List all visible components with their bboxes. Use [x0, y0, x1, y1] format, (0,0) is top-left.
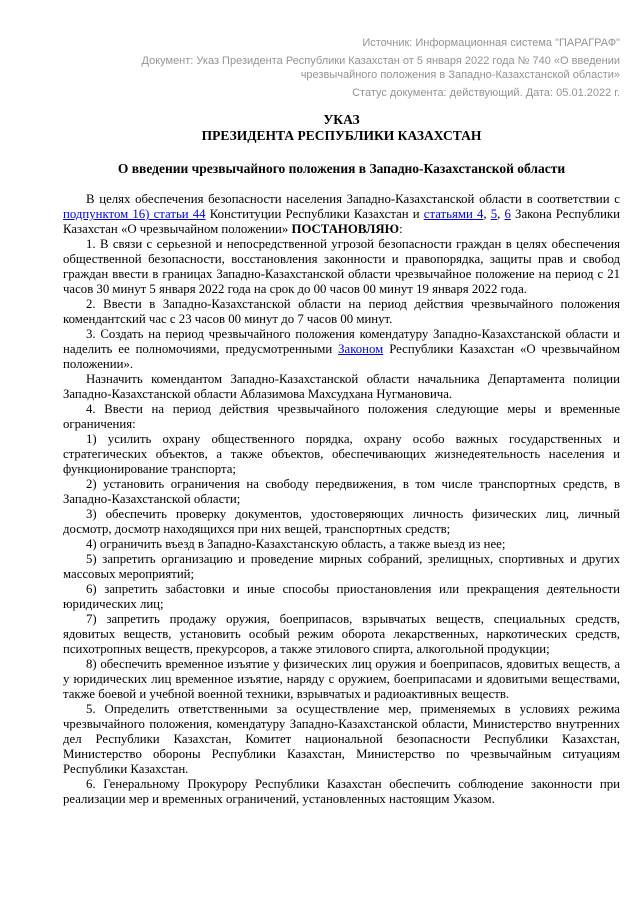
- text-run: 5. Определить ответственными за осуществление мер, применяемых в условиях режима чрезвычайного положения, комендатуру Западно-Казахстанской области, Министерство внутренних дел Республики Казахстан, Комитет национальной безопасности Республики Казахстан, Министерство обороны Республики Казахстан, Министерство по чрезвычайным ситуациям Республики Казахстан.: [63, 702, 620, 776]
- paragraph: [63, 432, 620, 477]
- document-title: О введении чрезвычайного положения в Западно-Казахстанской области: [117, 161, 566, 176]
- text-run: 3) обеспечить проверку документов, удостоверяющих личность физических лиц, личный досмотр, досмотр находящихся при них вещей, транспортных средств;: [63, 507, 620, 536]
- paragraph: [63, 702, 620, 777]
- text-run: 6) запретить забастовки и иные способы приостановления или прекращения деятельности юридических лиц;: [63, 582, 620, 611]
- paragraph: [63, 537, 620, 552]
- text-run: Конституции Республики Казахстан и: [205, 207, 424, 221]
- text-run: 7) запретить продажу оружия, боеприпасов, взрывчатых веществ, специальных средств, ядовитых веществ, установить особый режим оборота лекарственных, наркотических средств, психотропных веществ, прекурсоров, а также этилового спирта, алкогольной продукции;: [63, 612, 620, 656]
- text-run: 4. Ввести на период действия чрезвычайного положения следующие меры и временные ограничения:: [63, 402, 620, 431]
- heading-president: ПРЕЗИДЕНТА РЕСПУБЛИКИ КАЗАХСТАН: [201, 128, 482, 143]
- paragraph: [63, 582, 620, 612]
- meta-source-line: Источник: Информационная система "ПАРАГРАФ": [362, 37, 620, 49]
- reference-link[interactable]: подпунктом 16) статьи 44: [63, 207, 206, 221]
- heading-decree: УКАЗ: [323, 112, 360, 127]
- text-run: ,: [483, 207, 491, 221]
- text-run: 1. В связи с серьезной и непосредственной угрозой безопасности граждан в целях обеспечения общественной безопасности, восстановления законности и правопорядка, защиты прав и свобод граждан ввести в границах Западно-Казахстанской области чрезвычайное положение на период с 21 часов 30 минут 5 января 2022 года на срок до 00 часов 00 минут 19 января 2022 года.: [63, 237, 620, 296]
- paragraph: [63, 297, 620, 327]
- document-meta: [63, 36, 620, 100]
- paragraph: [63, 777, 620, 807]
- text-run: 8) обеспечить временное изъятие у физических лиц оружия и боеприпасов, ядовитых веществ, а у юридических лиц временное изъятие, наряду с оружием, боеприпасами и ядовитыми веществами, также боевой и учебной военной техники, взрывчатых и радиоактивных веществ.: [63, 657, 620, 701]
- text-run: :: [399, 222, 403, 236]
- text-run: 5) запретить организацию и проведение мирных собраний, зрелищных, спортивных и других массовых мероприятий;: [63, 552, 620, 581]
- paragraph: [63, 327, 620, 372]
- reference-link[interactable]: 6: [504, 207, 511, 221]
- meta-document-line: Документ: Указ Президента Республики Казахстан от 5 января 2022 года № 740 «О введении чрезвычайного положения в Западно-Казахстанской области»: [141, 55, 620, 81]
- text-run: В целях обеспечения безопасности населения Западно-Казахстанской области в соответствии с: [86, 192, 620, 206]
- text-run: 1) усилить охрану общественного порядка, охрану особо важных государственных и стратегических объектов, а также объектов, обеспечивающих жизнедеятельность населения и функционирование транспорта;: [63, 432, 620, 476]
- text-run: 6. Генеральному Прокурору Республики Казахстан обеспечить соблюдение законности при реализации мер и временных ограничений, установленных настоящим Указом.: [63, 777, 620, 806]
- reference-link[interactable]: Законом: [338, 342, 384, 356]
- text-run: 2) установить ограничения на свободу передвижения, в том числе транспортных средств, в Западно-Казахстанской области;: [63, 477, 620, 506]
- text-run: Назначить комендантом Западно-Казахстанской области начальника Департамента полиции Западно-Казахстанской области Аблазимова Махсудхана Нугмановича.: [63, 372, 620, 401]
- reference-link[interactable]: статьями 4: [423, 207, 484, 221]
- paragraph: [63, 192, 620, 237]
- text-run: ,: [497, 207, 505, 221]
- bold-text: ПОСТАНОВЛЯЮ: [291, 222, 400, 236]
- paragraph: [63, 372, 620, 402]
- meta-status-line: Статус документа: действующий. Дата: 05.01.2022 г.: [352, 87, 620, 99]
- text-run: Закона Республики Казахстан «О чрезвычайном положении»: [63, 207, 620, 236]
- text-run: Республики Казахстан «О чрезвычайном положении».: [63, 342, 620, 371]
- paragraph: [63, 402, 620, 432]
- text-run: 2. Ввести в Западно-Казахстанской области на период действия чрезвычайного положения комендантский час с 23 часов 00 минут до 7 часов 00 минут.: [63, 297, 620, 326]
- paragraph: [63, 552, 620, 582]
- text-run: 3. Создать на период чрезвычайного положения комендатуру Западно-Казахстанской области и наделить ее полномочиями, предусмотренными: [63, 327, 620, 356]
- paragraph: [63, 477, 620, 507]
- text-run: 4) ограничить въезд в Западно-Казахстанскую область, а также выезд из нее;: [86, 537, 506, 551]
- paragraph: [63, 657, 620, 702]
- document-body: [63, 192, 620, 807]
- paragraph: [63, 237, 620, 297]
- document-heading: [63, 112, 620, 144]
- paragraph: [63, 507, 620, 537]
- paragraph: [63, 612, 620, 657]
- reference-link[interactable]: 5: [490, 207, 498, 221]
